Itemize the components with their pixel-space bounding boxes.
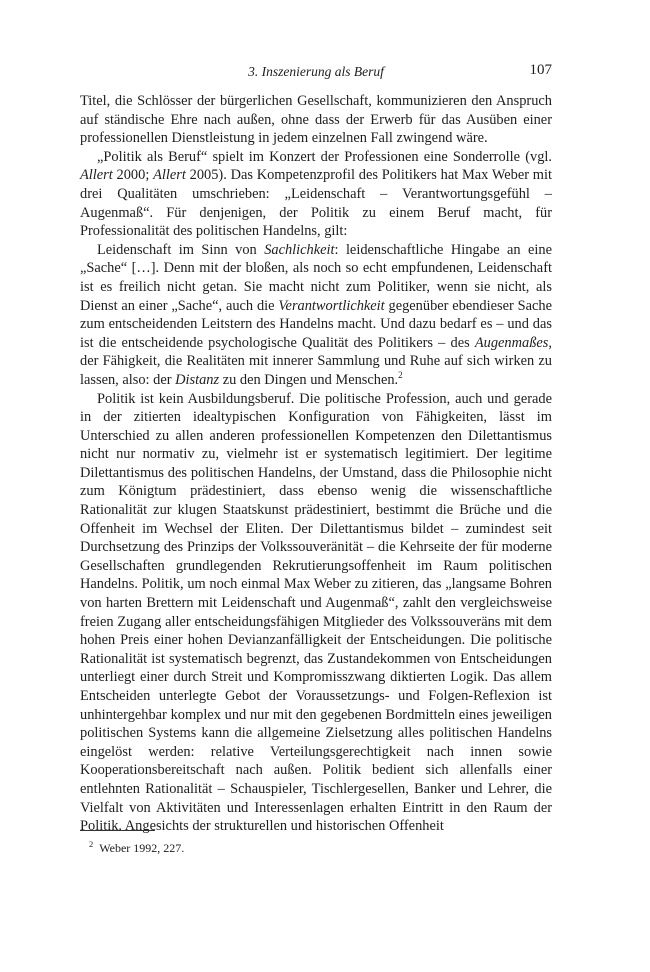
quote-text-e: zu den Dingen und Menschen. xyxy=(219,371,399,388)
running-head xyxy=(80,64,552,82)
footnote-text: Weber 1992, 227. xyxy=(99,841,185,855)
citation-allert-2: Allert xyxy=(153,167,186,184)
block-quote xyxy=(80,241,552,390)
running-title: 3. Inszenierung als Beruf xyxy=(248,64,384,79)
quote-emphasis-verantwortlichkeit: Verantwortlichkeit xyxy=(278,297,385,314)
quote-text-d: , der Fähigkeit, die Realitäten mit innerer Sammlung und Ruhe auf sich wirken zu lassen, also: der xyxy=(80,334,552,388)
paragraph-2-text-a: „Politik als Beruf“ spielt im Konzert der Professionen eine Sonderrolle (vgl. xyxy=(97,148,552,165)
quote-text-a: Leidenschaft im Sinn von xyxy=(97,241,265,258)
quote-emphasis-augenmasses: Augenmaßes xyxy=(474,334,549,351)
quote-emphasis-distanz: Distanz xyxy=(175,371,220,388)
footnote-divider xyxy=(80,830,155,831)
body-text xyxy=(80,92,552,836)
citation-allert-1: Allert xyxy=(80,167,113,184)
paragraph-2 xyxy=(80,148,552,241)
quote-text-b: : leidenschaftliche Hingabe an eine „Sache“ […]. Denn mit der bloßen, als noch so echt empfundenen, Leidenschaft ist es freilich nicht getan. Sie macht nicht zum Politiker, wenn sie nicht, als Dienst an einer „Sache“, auch die xyxy=(80,241,552,314)
footnote xyxy=(80,837,552,856)
footnote-number: 2 xyxy=(89,839,94,849)
paragraph-1: Titel, die Schlösser der bürgerlichen Gesellschaft, kommunizieren den Anspruch auf ständische Ehre nach außen, ohne dass der Erwerb für das Ausüben einer professionellen Dienstleistung in jedem einzelnen Fall zwingend wäre. xyxy=(80,93,552,147)
paragraph-3: Politik ist kein Ausbildungsberuf. Die politische Profession, auch und gerade in der zitierten idealtypischen Konfiguration von Fähigkeiten, lässt im Unterschied zu allen anderen professionellen Kompetenzen den Dilettantismus nicht nur normativ zu, vielmehr ist er systematisch legitimiert. Der legitime Dilettantismus des politischen Handelns, der Umstand, dass die Philosophie nicht zum Königtum prädestiniert, dass ebenso wenig die wissenschaftliche Rationalität zur klugen Staatskunst prädestiniert, bestimmt die Brüche und die Offenheit im Wechsel der Eliten. Der Dilettantismus bildet – zumindest seit Durchsetzung des Prinzips der Volkssouveränität – die Kehrseite der für moderne Gesellschaften grundlegenden Rekrutierungsoffenheit im Raum politischen Handelns. Politik, um noch einmal Max Weber zu zitieren, das „langsame Bohren von harten Brettern mit Leidenschaft und Augenmaß“, zahlt den vergleichsweise freien Zugang aller entscheidungsfähigen Mitglieder des Volkssouveräns mit dem hohen Preis einer hohen Devianzanfälligkeit der Entscheidungen. Die politische Rationalität ist systematisch begrenzt, das Zustandekommen von Entscheidungen unterliegt einer durch Streit und Kompromisszwang diktierten Logik. Das allem Entscheiden unterlegte Gebot der Voraussetzungs- und Folgen-Reflexion ist unhintergehbar komplex und nur mit den gegebenen Bordmitteln eines jeweiligen politischen Systems kann die allgemeine Zielsetzung alles politischen Handelns eingelöst werden: relative Verteilungsgerechtigkeit nach innen sowie Kooperationsbereitschaft nach außen. Politik bedient sich allenfalls einer entlehnten Rationalität – Schauspieler, Tischlergesellen, Banker und Lehrer, die Vielfalt von Aktivitäten und Interessenlagen erhalten Eintritt in den Raum der Politik. Angesichts der strukturellen und historischen Offenheit xyxy=(80,390,552,835)
paragraph-2-text-b: 2000; xyxy=(112,167,154,184)
quote-text-c: gegenüber ebendieser Sache zum entscheidenden Leitstern des Handelns macht. Und dazu bedarf es – und das ist die entscheidende psychologische Qualität des Politikers – des xyxy=(80,297,552,351)
quote-emphasis-sachlichkeit: Sachlichkeit xyxy=(264,241,335,258)
page-number: 107 xyxy=(529,62,552,78)
footnote-reference[interactable]: 2 xyxy=(398,370,403,381)
paragraph-2-text-c: 2005). Das Kompetenzprofil des Politikers hat Max Weber mit drei Qualitäten umschrieben: „Leidenschaft – Verantwortungsgefühl – Augenmaß“. Für denjenigen, der Politik zu einem Beruf macht, für Professionalität des politischen Handelns, gilt: xyxy=(80,167,552,240)
